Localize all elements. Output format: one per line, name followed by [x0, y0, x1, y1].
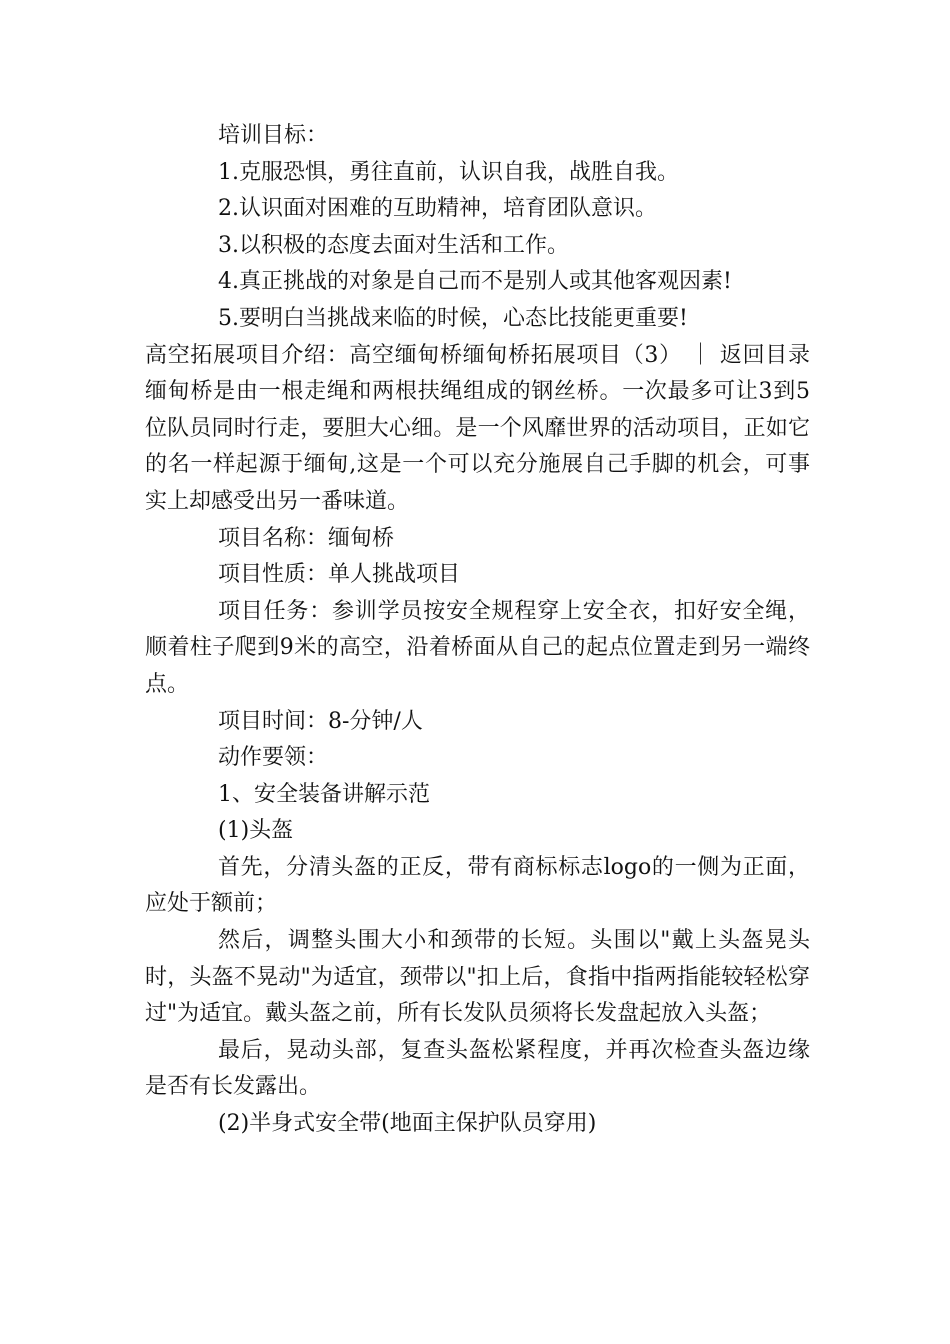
training-goal-item: 1.克服恐惧，勇往直前，认识自我，战胜自我。 [218, 159, 679, 185]
training-goal-item: 2.认识面对困难的互助精神，培育团队意识。 [218, 196, 657, 222]
project-intro-paragraph: 高空拓展项目介绍：高空缅甸桥缅甸桥拓展项目（3） ｜ 返回目录 缅甸桥是由一根走绳和两根扶绳组成的钢丝桥。一次最多可让3到5位队员同时行走，要胆大心细。是一个风靡世界的活动项目，正如它的名一样起源于缅甸,这是一个可以充分施展自己手脚的机会，可事实上却感受出另一番味道。 [145, 342, 877, 514]
key-points-heading: 动作要领： [218, 745, 329, 771]
training-goal-item: 4.真正挑战的对象是自己而不是别人或其他客观因素! [218, 269, 732, 295]
section-heading: 1、安全装备讲解示范 [218, 781, 430, 807]
project-task-paragraph: 项目任务：参训学员按安全规程穿上安全衣，扣好安全绳，顺着柱子爬到9米的高空，沿着桥面从自己的起点位置走到另一端终点。 [145, 598, 810, 697]
harness-heading: (2)半身式安全带(地面主保护队员穿用) [218, 1111, 597, 1137]
training-goal-item: 3.以积极的态度去面对生活和工作。 [218, 232, 569, 258]
helmet-step-paragraph: 然后，调整头围大小和颈带的长短。头围以"戴上头盔晃头时，头盔不晃动"为适宜，颈带以"扣上后，食指中指两指能较轻松穿过"为适宜。戴头盔之前，所有长发队员须将长发盘起放入头盔； [145, 928, 810, 1027]
document-body [145, 118, 877, 1143]
project-time-line: 项目时间：8-分钟/人 [218, 708, 423, 734]
project-nature-line: 项目性质：单人挑战项目 [218, 562, 461, 588]
helmet-step-paragraph: 首先，分清头盔的正反，带有商标标志logo的一侧为正面，应处于额前； [145, 854, 810, 917]
helmet-step-paragraph: 最后，晃动头部，复查头盔松紧程度，并再次检查头盔边缘是否有长发露出。 [145, 1037, 810, 1100]
training-goal-item: 5.要明白当挑战来临的时候，心态比技能更重要! [218, 305, 688, 331]
helmet-heading: (1)头盔 [218, 818, 294, 844]
project-name-line: 项目名称：缅甸桥 [218, 525, 395, 551]
training-goals-heading: 培训目标： [218, 123, 329, 148]
